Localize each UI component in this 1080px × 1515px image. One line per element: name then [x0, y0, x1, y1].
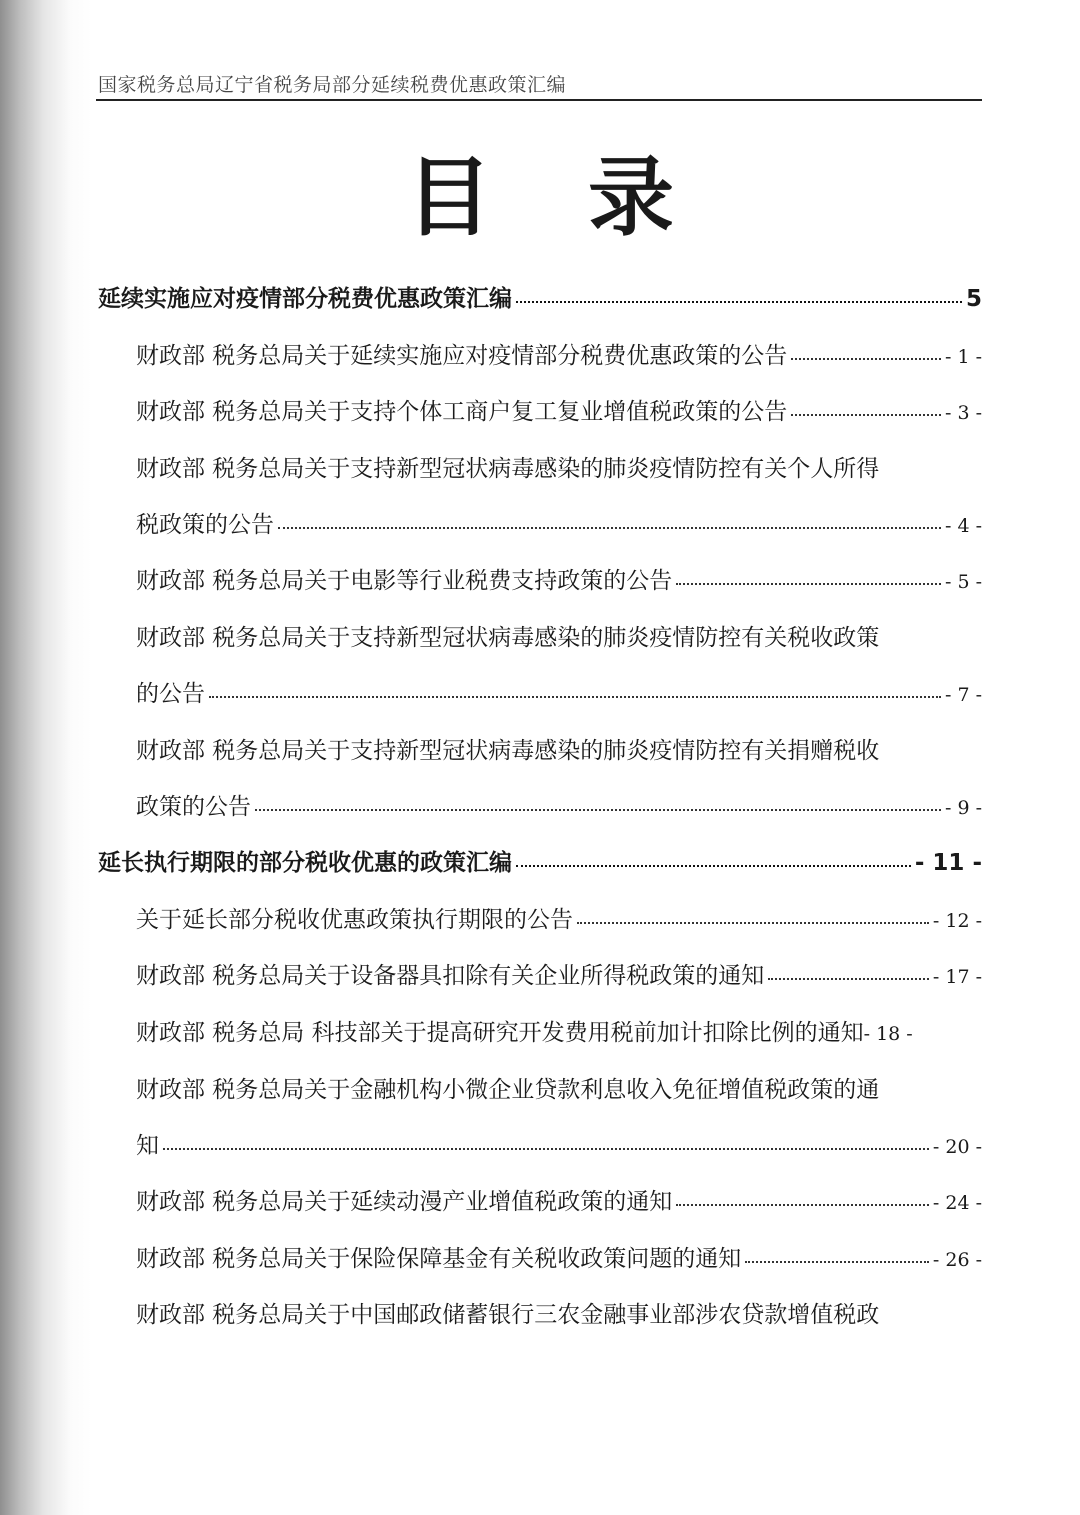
dot-leader	[791, 414, 941, 416]
toc-entry-label: 财政部 税务总局 科技部关于提高研究开发费用税前加计扣除比例的通知	[136, 1020, 864, 1046]
toc-entry[interactable]	[136, 1014, 1004, 1047]
toc-entry[interactable]	[136, 1240, 982, 1273]
toc-entry-label: 财政部 税务总局关于支持新型冠状病毒感染的肺炎疫情防控有关个人所得	[136, 456, 880, 482]
toc-entry-label: 财政部 税务总局关于延续实施应对疫情部分税费优惠政策的公告	[136, 343, 788, 369]
toc-entry-label: 财政部 税务总局关于中国邮政储蓄银行三农金融事业部涉农贷款增值税政	[136, 1302, 880, 1328]
toc-entry-label: 税政策的公告	[136, 512, 274, 538]
toc-entry-label: 财政部 税务总局关于金融机构小微企业贷款利息收入免征增值税政策的通	[136, 1077, 880, 1103]
toc-page-number: - 17 -	[932, 966, 982, 988]
toc-entry-label: 财政部 税务总局关于延续动漫产业增值税政策的通知	[136, 1189, 673, 1215]
toc-entry-label: 财政部 税务总局关于支持个体工商户复工复业增值税政策的公告	[136, 399, 788, 425]
toc-entry-label: 政策的公告	[136, 794, 251, 820]
toc-entry[interactable]	[136, 1127, 982, 1160]
toc-page-number: - 4 -	[944, 515, 982, 537]
toc-entry-label: 财政部 税务总局关于设备器具扣除有关企业所得税政策的通知	[136, 963, 765, 989]
toc-entry-label: 知	[136, 1133, 159, 1159]
toc-section-label: 延长执行期限的部分税收优惠的政策汇编	[98, 850, 512, 876]
toc-title-char-2: 录	[588, 148, 674, 248]
toc-entry-line[interactable]	[136, 1071, 982, 1104]
toc-entry-line[interactable]	[136, 1296, 982, 1329]
toc-entry[interactable]	[136, 788, 982, 821]
toc-title-char-1: 目	[406, 148, 492, 248]
running-header: 国家税务总局辽宁省税务局部分延续税费优惠政策汇编	[98, 74, 567, 96]
toc-page-number: - 12 -	[932, 910, 982, 932]
toc-entry[interactable]	[136, 675, 982, 708]
toc-entry[interactable]	[136, 506, 982, 539]
dot-leader	[516, 865, 911, 867]
toc-page-number: - 24 -	[932, 1192, 982, 1214]
toc-entry-label: 财政部 税务总局关于支持新型冠状病毒感染的肺炎疫情防控有关捐赠税收	[136, 738, 880, 764]
toc-entry-line[interactable]	[136, 732, 982, 765]
toc-page-number: - 18 -	[863, 1023, 913, 1045]
toc-entry-label: 财政部 税务总局关于保险保障基金有关税收政策问题的通知	[136, 1246, 742, 1272]
toc-page-number: - 1 -	[944, 346, 982, 368]
dot-leader	[791, 358, 941, 360]
dot-leader	[768, 978, 929, 980]
dot-leader	[676, 583, 941, 585]
toc-entry-label: 的公告	[136, 681, 205, 707]
toc-section[interactable]	[98, 280, 982, 313]
toc-entry[interactable]	[136, 337, 982, 370]
toc-entry[interactable]	[136, 393, 982, 426]
dot-leader	[278, 527, 941, 529]
toc-page-number: - 3 -	[944, 402, 982, 424]
toc-section-label: 延续实施应对疫情部分税费优惠政策汇编	[98, 286, 512, 312]
toc-entry[interactable]	[136, 957, 982, 990]
toc-page-number: 5	[965, 286, 982, 312]
toc-page-number: - 11 -	[914, 850, 982, 876]
dot-leader	[745, 1261, 929, 1263]
toc-page-number: - 7 -	[944, 684, 982, 706]
toc-entry[interactable]	[136, 562, 982, 595]
toc-page-number: - 20 -	[932, 1136, 982, 1158]
toc-entry-line[interactable]	[136, 450, 982, 483]
toc-entry-line[interactable]	[136, 619, 982, 652]
dot-leader	[516, 301, 962, 303]
toc-page-number: - 9 -	[944, 797, 982, 819]
toc-page-number: - 26 -	[932, 1249, 982, 1271]
toc-entry-label: 关于延长部分税收优惠政策执行期限的公告	[136, 907, 573, 933]
toc-page-number: - 5 -	[944, 571, 982, 593]
dot-leader	[255, 809, 941, 811]
dot-leader	[163, 1148, 929, 1150]
dot-leader	[209, 696, 941, 698]
dot-leader	[577, 922, 929, 924]
toc-entry-label: 财政部 税务总局关于支持新型冠状病毒感染的肺炎疫情防控有关税收政策	[136, 625, 880, 651]
toc-entry[interactable]	[136, 901, 982, 934]
dot-leader	[676, 1204, 929, 1206]
toc-entry[interactable]	[136, 1183, 982, 1216]
toc-entry-label: 财政部 税务总局关于电影等行业税费支持政策的公告	[136, 568, 673, 594]
toc-section[interactable]	[98, 844, 982, 877]
